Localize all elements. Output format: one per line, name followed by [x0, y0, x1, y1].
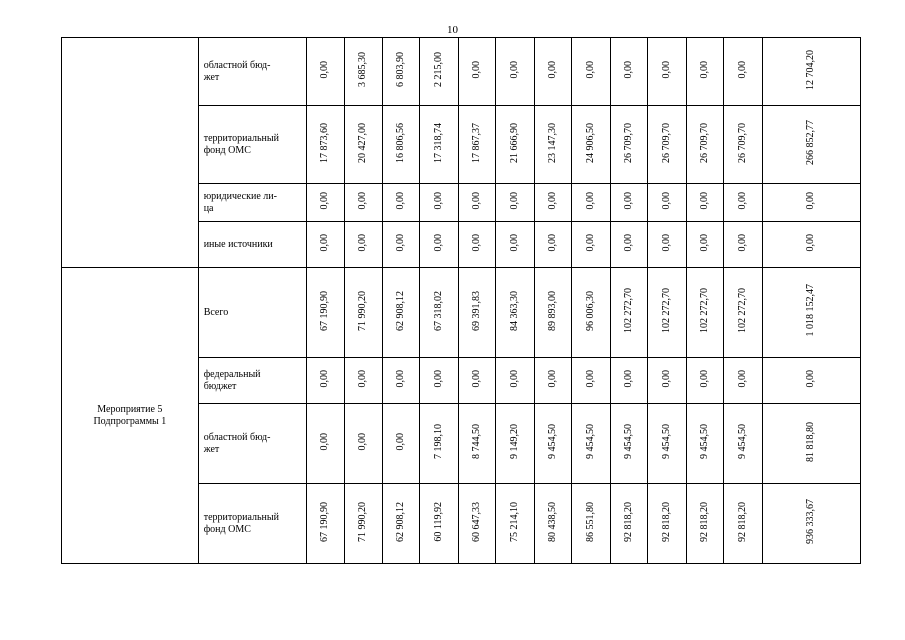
year-value-cell [382, 268, 419, 358]
year-value: 9 454,50 [698, 424, 710, 459]
year-value: 26 709,70 [736, 122, 748, 163]
year-value-cell [307, 222, 344, 268]
year-value: 0,00 [698, 191, 710, 210]
year-value: 60 119,92 [433, 501, 445, 542]
total-value: 81 818,80 [805, 421, 817, 462]
year-value-cell [572, 38, 610, 106]
year-value: 60 647,33 [471, 501, 483, 542]
year-value-cell [307, 38, 344, 106]
year-value-cell [610, 106, 647, 184]
year-value: 9 454,50 [585, 424, 597, 459]
year-value-cell [420, 404, 458, 484]
year-value: 0,00 [319, 60, 331, 79]
event-name-cell: Мероприятие 5 Подпрограммы 1 [62, 268, 199, 564]
funding-source-cell: областной бюд- жет [198, 404, 306, 484]
total-value-cell [762, 268, 860, 358]
table-row [62, 38, 861, 106]
year-value: 24 906,50 [585, 122, 597, 163]
table-row [62, 268, 861, 358]
year-value-cell [458, 106, 495, 184]
year-value: 92 818,20 [661, 501, 672, 542]
year-value: 0,00 [433, 369, 445, 388]
year-value-cell [496, 222, 534, 268]
year-value: 89 893,00 [547, 290, 559, 331]
year-value: 8 744,50 [471, 424, 483, 459]
year-value: 0,00 [395, 233, 407, 252]
year-value-cell [648, 404, 686, 484]
year-value-cell [610, 38, 647, 106]
year-value-cell [458, 358, 495, 404]
year-value: 2 215,00 [433, 52, 445, 87]
funding-source-cell: территориальный фонд ОМС [198, 106, 306, 184]
year-value-cell [382, 184, 419, 222]
year-value-cell [496, 184, 534, 222]
year-value-cell [307, 404, 344, 484]
year-value: 0,00 [395, 432, 407, 451]
funding-source-cell: территориальный фонд ОМС [198, 484, 306, 564]
total-value: 0,00 [805, 233, 817, 252]
year-value: 26 709,70 [623, 122, 635, 163]
year-value-cell [458, 38, 495, 106]
year-value: 0,00 [736, 191, 748, 210]
year-value-cell [686, 222, 723, 268]
year-value: 0,00 [509, 233, 521, 252]
year-value-cell [534, 404, 571, 484]
year-value: 67 318,02 [433, 290, 445, 331]
page-number: 10 [447, 24, 458, 36]
year-value-cell [458, 222, 495, 268]
year-value-cell [724, 106, 762, 184]
year-value-cell [420, 484, 458, 564]
funding-source-cell: областной бюд- жет [198, 38, 306, 106]
year-value-cell [572, 404, 610, 484]
year-value-cell [648, 106, 686, 184]
year-value-cell [686, 106, 723, 184]
year-value: 0,00 [357, 432, 369, 451]
year-value: 92 818,20 [698, 501, 710, 542]
year-value: 0,00 [661, 369, 672, 388]
year-value: 0,00 [623, 60, 635, 79]
year-value: 9 454,50 [623, 424, 635, 459]
year-value: 0,00 [509, 60, 521, 79]
year-value: 102 272,70 [698, 288, 710, 333]
year-value: 71 990,20 [357, 501, 369, 542]
year-value-cell [724, 268, 762, 358]
year-value: 0,00 [698, 369, 710, 388]
year-value-cell [686, 484, 723, 564]
year-value: 16 806,56 [395, 122, 407, 163]
year-value: 75 214,10 [509, 501, 521, 542]
year-value: 0,00 [319, 233, 331, 252]
year-value: 0,00 [547, 191, 559, 210]
total-value: 12 704,20 [805, 49, 817, 90]
year-value: 0,00 [471, 60, 483, 79]
year-value: 0,00 [736, 233, 748, 252]
year-value-cell [572, 358, 610, 404]
year-value: 67 190,90 [319, 290, 331, 331]
year-value: 0,00 [433, 191, 445, 210]
year-value-cell [307, 268, 344, 358]
year-value-cell [610, 358, 647, 404]
year-value-cell [534, 222, 571, 268]
year-value: 71 990,20 [357, 290, 369, 331]
year-value: 62 908,12 [395, 501, 407, 542]
year-value-cell [344, 222, 382, 268]
funding-source-cell: юридические ли- ца [198, 184, 306, 222]
year-value-cell [648, 268, 686, 358]
year-value: 92 818,20 [736, 501, 748, 542]
total-value: 0,00 [805, 191, 817, 210]
total-value: 936 333,67 [805, 499, 817, 544]
year-value: 0,00 [471, 233, 483, 252]
year-value: 102 272,70 [736, 288, 748, 333]
year-value: 0,00 [661, 191, 672, 210]
year-value: 0,00 [357, 233, 369, 252]
year-value: 0,00 [623, 233, 635, 252]
total-value: 0,00 [805, 369, 817, 388]
total-value-cell [762, 184, 860, 222]
year-value: 102 272,70 [661, 288, 672, 333]
year-value-cell [572, 106, 610, 184]
year-value-cell [307, 184, 344, 222]
year-value-cell [610, 484, 647, 564]
year-value-cell [610, 268, 647, 358]
year-value-cell [648, 38, 686, 106]
year-value: 0,00 [736, 369, 748, 388]
year-value: 80 438,50 [547, 501, 559, 542]
total-value-cell [762, 358, 860, 404]
year-value-cell [724, 484, 762, 564]
year-value: 26 709,70 [698, 122, 710, 163]
year-value-cell [496, 106, 534, 184]
year-value: 0,00 [357, 369, 369, 388]
year-value-cell [648, 358, 686, 404]
event-name-cell [62, 38, 199, 268]
year-value: 0,00 [661, 233, 672, 252]
year-value: 86 551,80 [585, 501, 597, 542]
total-value-cell [762, 38, 860, 106]
year-value-cell [420, 184, 458, 222]
year-value-cell [382, 106, 419, 184]
year-value-cell [572, 222, 610, 268]
year-value: 0,00 [736, 60, 748, 79]
year-value: 9 454,50 [736, 424, 748, 459]
year-value-cell [420, 222, 458, 268]
year-value-cell [724, 38, 762, 106]
total-value-cell [762, 106, 860, 184]
year-value-cell [610, 184, 647, 222]
year-value: 0,00 [661, 60, 672, 79]
year-value-cell [686, 404, 723, 484]
year-value-cell [458, 484, 495, 564]
year-value: 0,00 [357, 191, 369, 210]
year-value: 0,00 [319, 432, 331, 451]
total-value-cell [762, 222, 860, 268]
year-value-cell [572, 184, 610, 222]
year-value-cell [496, 268, 534, 358]
year-value: 17 867,37 [471, 122, 483, 163]
year-value: 0,00 [547, 369, 559, 388]
year-value: 0,00 [585, 60, 597, 79]
year-value: 92 818,20 [623, 501, 635, 542]
year-value-cell [344, 106, 382, 184]
year-value-cell [496, 358, 534, 404]
year-value-cell [382, 222, 419, 268]
year-value: 23 147,30 [547, 122, 559, 163]
year-value-cell [344, 184, 382, 222]
year-value-cell [382, 404, 419, 484]
year-value: 0,00 [433, 233, 445, 252]
year-value-cell [534, 106, 571, 184]
year-value-cell [344, 358, 382, 404]
year-value: 69 391,83 [471, 290, 483, 331]
year-value: 67 190,90 [319, 501, 331, 542]
year-value: 7 198,10 [433, 424, 445, 459]
year-value: 0,00 [623, 191, 635, 210]
year-value: 26 709,70 [661, 122, 672, 163]
year-value-cell [572, 484, 610, 564]
year-value-cell [534, 358, 571, 404]
year-value: 0,00 [395, 369, 407, 388]
year-value-cell [420, 268, 458, 358]
year-value-cell [344, 404, 382, 484]
year-value: 21 666,90 [509, 122, 521, 163]
year-value-cell [382, 484, 419, 564]
year-value-cell [648, 184, 686, 222]
year-value: 0,00 [585, 191, 597, 210]
year-value-cell [344, 484, 382, 564]
total-value-cell [762, 404, 860, 484]
year-value-cell [534, 184, 571, 222]
year-value: 96 006,30 [585, 290, 597, 331]
year-value-cell [307, 106, 344, 184]
year-value: 0,00 [319, 191, 331, 210]
year-value: 20 427,00 [357, 122, 369, 163]
year-value-cell [420, 38, 458, 106]
year-value: 0,00 [623, 369, 635, 388]
year-value-cell [724, 404, 762, 484]
year-value-cell [686, 38, 723, 106]
year-value-cell [534, 484, 571, 564]
year-value-cell [496, 404, 534, 484]
year-value-cell [420, 106, 458, 184]
year-value: 0,00 [585, 369, 597, 388]
year-value-cell [420, 358, 458, 404]
year-value: 0,00 [319, 369, 331, 388]
year-value-cell [496, 484, 534, 564]
year-value-cell [648, 222, 686, 268]
year-value: 17 318,74 [433, 122, 445, 163]
year-value-cell [610, 404, 647, 484]
year-value: 9 454,50 [547, 424, 559, 459]
year-value: 0,00 [547, 233, 559, 252]
year-value-cell [458, 184, 495, 222]
total-value: 266 852,77 [805, 120, 817, 165]
year-value: 0,00 [509, 369, 521, 388]
funding-source-cell: федеральный бюджет [198, 358, 306, 404]
year-value-cell [534, 38, 571, 106]
year-value-cell [724, 222, 762, 268]
year-value: 0,00 [471, 191, 483, 210]
year-value: 0,00 [547, 60, 559, 79]
year-value: 6 803,90 [395, 52, 407, 87]
year-value-cell [686, 184, 723, 222]
year-value-cell [382, 38, 419, 106]
year-value-cell [724, 358, 762, 404]
year-value: 62 908,12 [395, 290, 407, 331]
funding-source-cell: иные источники [198, 222, 306, 268]
year-value: 102 272,70 [623, 288, 635, 333]
year-value-cell [344, 38, 382, 106]
total-value: 1 018 152,47 [805, 284, 817, 337]
year-value: 0,00 [395, 191, 407, 210]
year-value: 0,00 [698, 233, 710, 252]
year-value-cell [458, 268, 495, 358]
year-value-cell [496, 38, 534, 106]
total-value-cell [762, 484, 860, 564]
year-value: 9 454,50 [661, 424, 672, 459]
year-value-cell [307, 484, 344, 564]
year-value: 17 873,60 [319, 122, 331, 163]
year-value: 84 363,30 [509, 290, 521, 331]
funding-table [61, 37, 861, 564]
year-value-cell [724, 184, 762, 222]
funding-source-cell: Всего [198, 268, 306, 358]
year-value-cell [382, 358, 419, 404]
year-value: 0,00 [471, 369, 483, 388]
year-value-cell [534, 268, 571, 358]
year-value: 0,00 [585, 233, 597, 252]
year-value: 0,00 [509, 191, 521, 210]
year-value-cell [686, 268, 723, 358]
year-value-cell [648, 484, 686, 564]
year-value: 9 149,20 [509, 424, 521, 459]
year-value-cell [686, 358, 723, 404]
year-value-cell [307, 358, 344, 404]
year-value: 3 685,30 [357, 52, 369, 87]
year-value-cell [610, 222, 647, 268]
year-value-cell [572, 268, 610, 358]
year-value: 0,00 [698, 60, 710, 79]
year-value-cell [458, 404, 495, 484]
year-value-cell [344, 268, 382, 358]
